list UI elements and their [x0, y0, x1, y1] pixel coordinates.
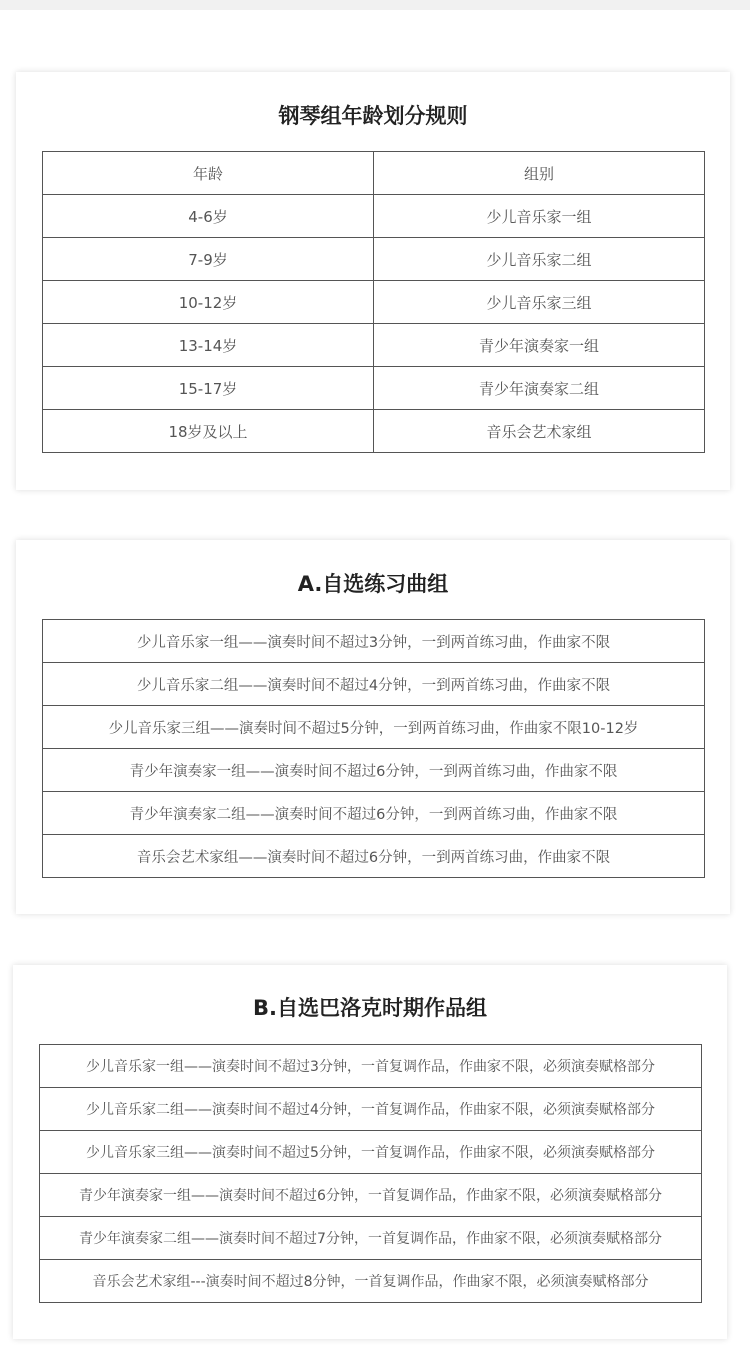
age-cell: 15-17岁: [43, 367, 374, 410]
table-row: [43, 706, 705, 749]
group-cell: 少儿音乐家二组: [374, 238, 705, 281]
table-row: [43, 792, 705, 835]
table-row: [43, 324, 705, 367]
table-row: [40, 1260, 702, 1303]
etude-group-card: [16, 540, 730, 914]
table-row: [40, 1174, 702, 1217]
table-header-row: [43, 152, 705, 195]
table-row: [43, 663, 705, 706]
table-row: [43, 281, 705, 324]
age-cell: 4-6岁: [43, 195, 374, 238]
baroque-group-table: [39, 1044, 702, 1303]
age-cell: 10-12岁: [43, 281, 374, 324]
age-group-rules-title: 钢琴组年龄划分规则: [278, 104, 468, 128]
header-group: 组别: [374, 152, 705, 195]
rule-cell: 少儿音乐家三组——演奏时间不超过5分钟，一到两首练习曲，作曲家不限10-12岁: [43, 706, 705, 749]
header-age: 年龄: [43, 152, 374, 195]
baroque-group-card: [13, 965, 727, 1339]
rule-cell: 少儿音乐家一组——演奏时间不超过3分钟，一到两首练习曲，作曲家不限: [43, 620, 705, 663]
table-row: [40, 1217, 702, 1260]
table-row: [43, 410, 705, 453]
table-row: [43, 749, 705, 792]
table-row: [43, 835, 705, 878]
age-cell: 18岁及以上: [43, 410, 374, 453]
table-row: [40, 1088, 702, 1131]
baroque-group-title: B.自选巴洛克时期作品组: [253, 996, 487, 1020]
table-row: [43, 367, 705, 410]
group-cell: 少儿音乐家一组: [374, 195, 705, 238]
table-row: [43, 195, 705, 238]
etude-group-table: [42, 619, 705, 878]
age-group-table: [42, 151, 705, 453]
rule-cell: 青少年演奏家二组——演奏时间不超过7分钟，一首复调作品，作曲家不限，必须演奏赋格部分: [40, 1217, 702, 1260]
age-group-rules-card: [16, 72, 730, 490]
table-row: [40, 1131, 702, 1174]
group-cell: 少儿音乐家三组: [374, 281, 705, 324]
age-cell: 13-14岁: [43, 324, 374, 367]
rule-cell: 青少年演奏家一组——演奏时间不超过6分钟，一首复调作品，作曲家不限，必须演奏赋格部分: [40, 1174, 702, 1217]
table-row: [40, 1045, 702, 1088]
rule-cell: 少儿音乐家三组——演奏时间不超过5分钟，一首复调作品，作曲家不限，必须演奏赋格部分: [40, 1131, 702, 1174]
rule-cell: 音乐会艺术家组——演奏时间不超过6分钟，一到两首练习曲，作曲家不限: [43, 835, 705, 878]
table-row: [43, 238, 705, 281]
page: [0, 10, 750, 1346]
table-row: [43, 620, 705, 663]
age-cell: 7-9岁: [43, 238, 374, 281]
etude-group-title: A.自选练习曲组: [297, 572, 449, 596]
group-cell: 青少年演奏家二组: [374, 367, 705, 410]
rule-cell: 音乐会艺术家组---演奏时间不超过8分钟，一首复调作品，作曲家不限，必须演奏赋格部分: [40, 1260, 702, 1303]
rule-cell: 青少年演奏家一组——演奏时间不超过6分钟，一到两首练习曲，作曲家不限: [43, 749, 705, 792]
group-cell: 青少年演奏家一组: [374, 324, 705, 367]
rule-cell: 青少年演奏家二组——演奏时间不超过6分钟，一到两首练习曲，作曲家不限: [43, 792, 705, 835]
rule-cell: 少儿音乐家二组——演奏时间不超过4分钟，一到两首练习曲，作曲家不限: [43, 663, 705, 706]
group-cell: 音乐会艺术家组: [374, 410, 705, 453]
rule-cell: 少儿音乐家一组——演奏时间不超过3分钟，一首复调作品，作曲家不限，必须演奏赋格部分: [40, 1045, 702, 1088]
rule-cell: 少儿音乐家二组——演奏时间不超过4分钟，一首复调作品，作曲家不限，必须演奏赋格部分: [40, 1088, 702, 1131]
